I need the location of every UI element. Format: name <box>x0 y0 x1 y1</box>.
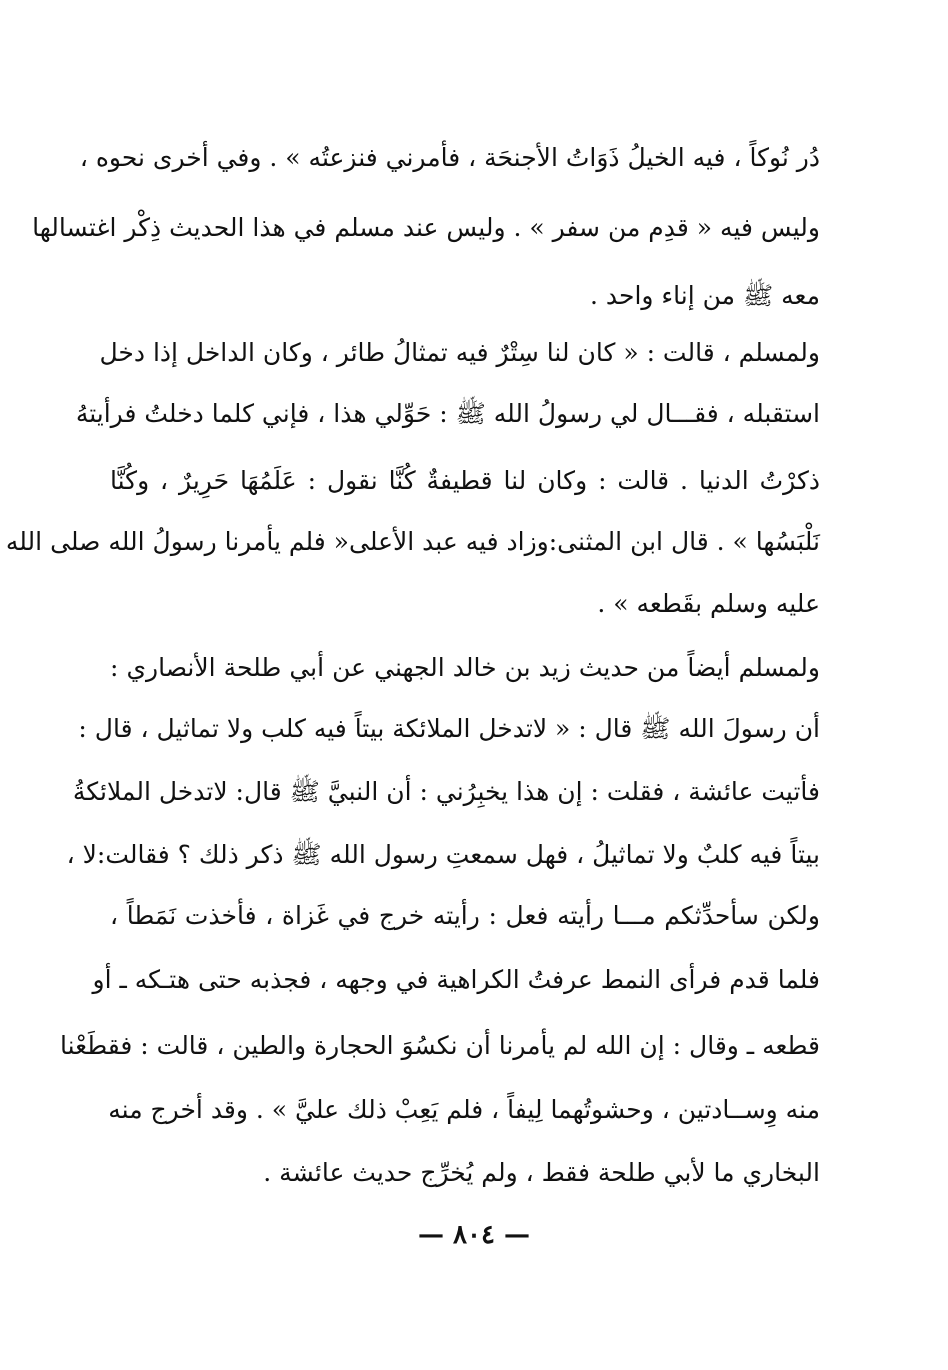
text-line: معه ﷺ من إناء واحد . <box>589 281 820 310</box>
text-line: البخاري ما لأبي طلحة فقط ، ولم يُخرِّج حديث عائشة . <box>263 1158 820 1187</box>
page-number: — ٨٠٤ — <box>417 1220 531 1250</box>
text-line: بيتاً فيه كلبٌ ولا تماثيلُ ، فهل سمعتِ رسول الله ﷺ ذكر ذلك ؟ فقالت:لا ، <box>66 840 820 869</box>
text-line: ولكن سأحدِّثكم مـــا رأيته فعل : رأيته خرج في غَزاة ، فأخذت نَمَطاً ، <box>110 901 820 930</box>
text-line: دُر نُوكاً ، فيه الخيلُ ذَوَاتُ الأجنحَة ، فأمرني فنزعتُه » . وفي أخرى نحوه ، <box>79 143 820 172</box>
text-line: منه وِســادتين ، وحشوتُهما لِيفاً ، فلم يَعِبْ ذلك عليَّ » . وقد أخرج منه <box>108 1095 820 1124</box>
text-line: فلما قدم فرأى النمط عرفتُ الكراهية في وجهه ، فجذبه حتى هتـكه ـ أو <box>92 965 820 994</box>
text-line: ولمسلم ، قالت : « كان لنا سِتْرٌ فيه تمثالُ طائر ، وكان الداخل إذا دخل <box>99 338 820 367</box>
text-line: نَلْبَسُها » . قال ابن المثنى:وزاد فيه عبد الأعلى« فلم يأمرنا رسولُ الله صلى الله <box>5 527 820 556</box>
text-line: وليس فيه « قدِم من سفر » . وليس عند مسلم في هذا الحديث ذِكْر اغتسالها <box>32 213 820 242</box>
text-line: أن رسولَ الله ﷺ قال : « لاتدخل الملائكة بيتاً فيه كلب ولا تماثيل ، قال : <box>78 714 820 743</box>
text-line: ذكرْتُ الدنيا . قالت : وكان لنا قطيفةٌ كُنَّا نقول : عَلَمُهَا حَرِيرٌ ، وكُنَّا <box>110 466 820 495</box>
text-line: ولمسلم أيضاً من حديث زيد بن خالد الجهني عن أبي طلحة الأنصاري : <box>110 653 820 682</box>
text-line: استقبله ، فقـــال لي رسولُ الله ﷺ : حَوِّلي هذا ، فإني كلما دخلتُ فرأيتهُ <box>75 399 820 428</box>
text-line: فأتيت عائشة ، فقلت : إن هذا يخبِرُني : أن النبيَّ ﷺ قال: لاتدخل الملائكةُ <box>72 777 820 806</box>
text-line: عليه وسلم بقَطعه » . <box>597 589 820 618</box>
text-line: قطعه ـ وقال : إن الله لم يأمرنا أن نكسُوَ الحجارة والطين ، قالت : فقطَعْنا <box>60 1031 820 1060</box>
